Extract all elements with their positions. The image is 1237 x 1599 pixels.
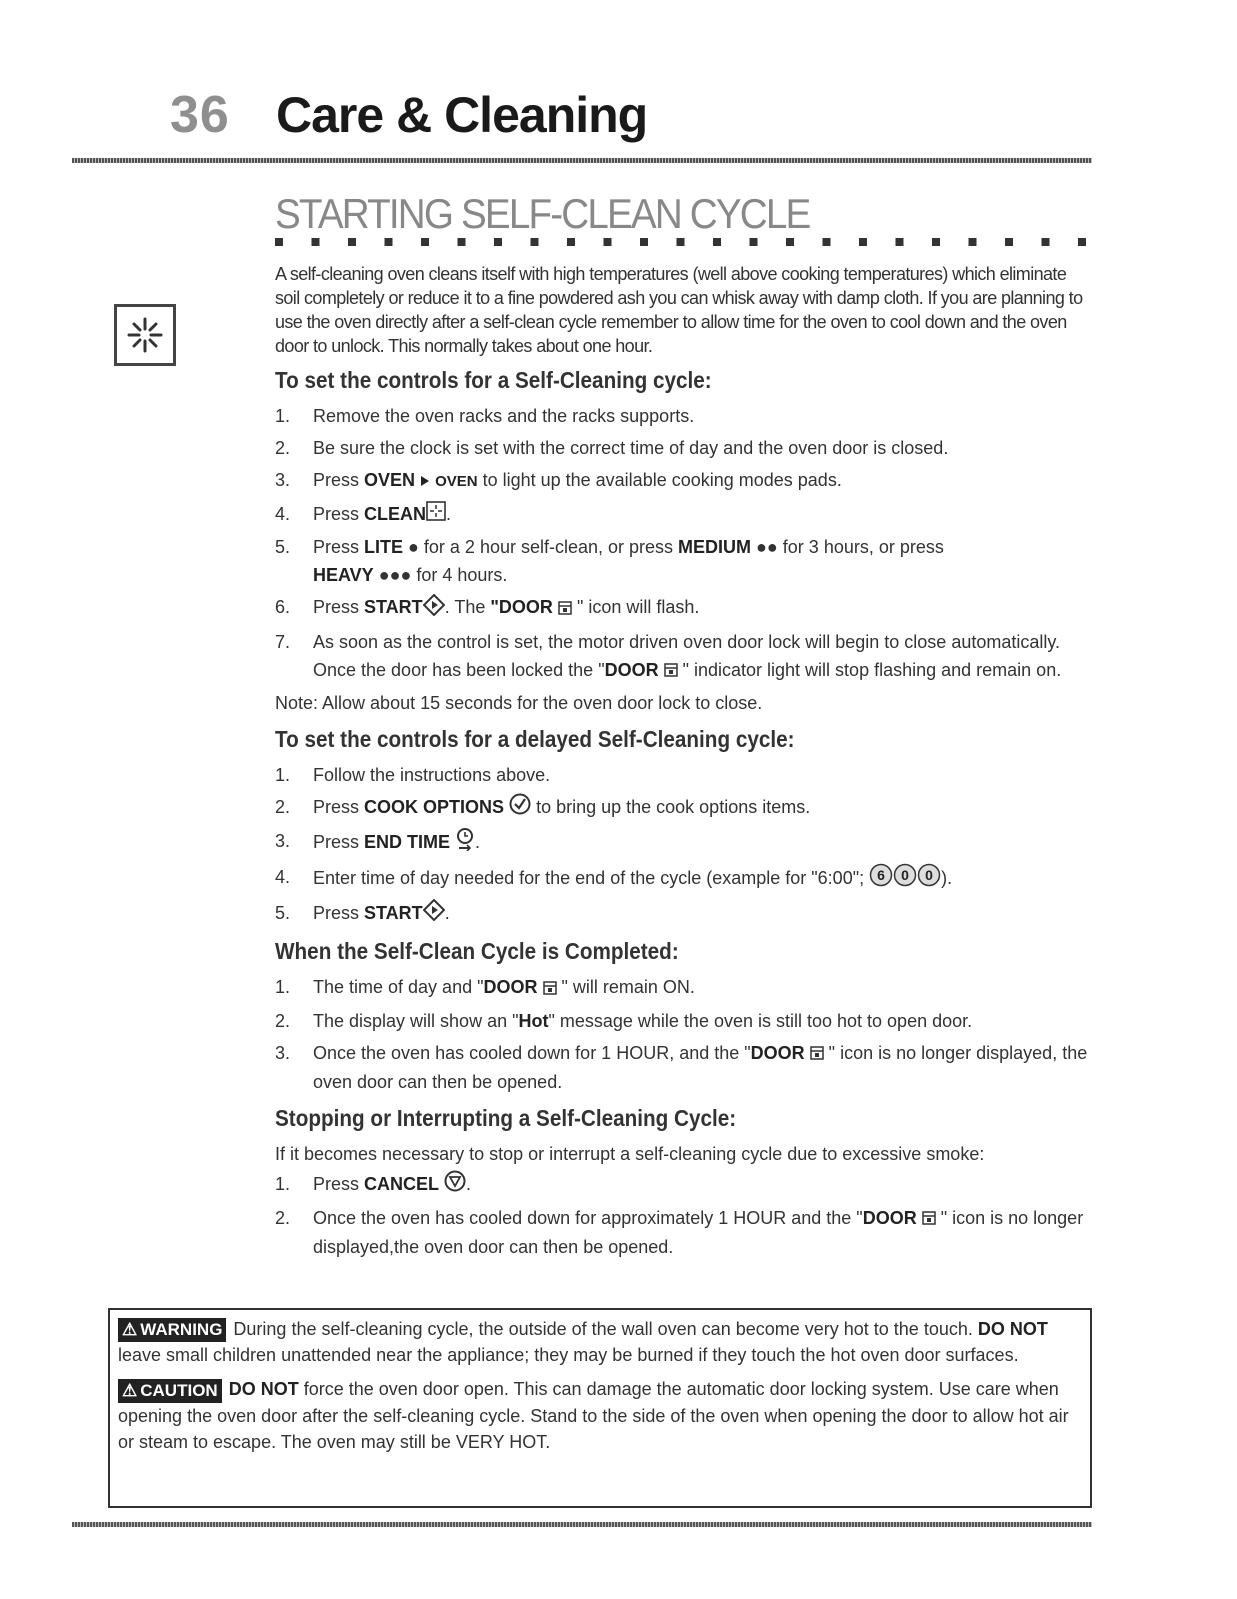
door-label: DOOR [483, 977, 538, 998]
warning-triangle-icon: ⚠ [122, 1320, 138, 1340]
self-clean-icon [114, 304, 176, 366]
end-time-key-label: END TIME [364, 831, 451, 852]
subheading-set-controls: To set the controls for a Self-Cleaning cycle: [275, 367, 712, 393]
svg-text:0: 0 [901, 867, 909, 883]
list-item: 6. Press START . The "DOOR " icon will flash. [275, 593, 1095, 623]
start-key-label: START [364, 903, 423, 923]
warning-caution-box [108, 1308, 1092, 1508]
subheading-stopping: Stopping or Interrupting a Self-Cleaning Cycle: [275, 1104, 737, 1131]
heavy-key-label: HEAVY [313, 565, 374, 586]
door-lock-icon [922, 1205, 936, 1233]
door-lock-icon [664, 657, 678, 685]
subheading-delayed: To set the controls for a delayed Self-Cleaning cycle: [275, 725, 795, 752]
door-lock-icon [810, 1040, 824, 1068]
header-rule [72, 158, 1092, 163]
list-item: 3. Press OVEN OVEN to light up the available cooking modes pads. [275, 466, 1095, 496]
door-label: DOOR [862, 1208, 917, 1228]
three-dots-icon: ●●● [378, 565, 412, 586]
list-item: 2. Once the oven has cooled down for approximately 1 HOUR and the "DOOR " icon is no longer displayed,the oven door can then be opened. [275, 1204, 1095, 1261]
list-item: 1. Remove the oven racks and the racks supports. [275, 406, 695, 426]
page-title: Care & Cleaning [276, 87, 648, 143]
section-title: STARTING SELF-CLEAN CYCLE [275, 190, 810, 237]
list-item: 1. Press CANCEL . [275, 1170, 1095, 1200]
do-not-label: DO NOT [228, 1379, 299, 1400]
stopping-intro: If it becomes necessary to stop or interrupt a self-cleaning cycle due to excessive smoke: [275, 1143, 985, 1164]
set-controls-list [275, 402, 1095, 685]
hot-message-label: Hot [518, 1010, 549, 1031]
page-header [170, 85, 647, 155]
list-item: 2. The display will show an "Hot" message while the oven is still too hot to open door. [275, 1010, 973, 1031]
list-item: 7. As soon as the control is set, the motor driven oven door lock will begin to close automatically. Once the door has been locked the "DOOR " indicator light will stop flashing and remain on. [275, 628, 1095, 685]
door-label: DOOR [750, 1042, 805, 1063]
door-lock-icon [558, 595, 572, 623]
list-item: 2. Be sure the clock is set with the correct time of day and the oven door is closed. [275, 438, 949, 458]
subheading-completed: When the Self-Clean Cycle is Completed: [275, 938, 679, 965]
caution-triangle-icon: ⚠ [122, 1380, 138, 1400]
list-item: 4. Enter time of day needed for the end of the cycle (example for "6:00"; 6 0 0 ). [275, 863, 1095, 895]
digit-0-key-icon [917, 863, 941, 895]
do-not-label: DO NOT [977, 1319, 1048, 1339]
clean-icon [426, 501, 446, 529]
completed-list [275, 973, 1095, 1096]
warning-badge: ⚠ WARNING [118, 1318, 226, 1342]
oven-key-label: OVEN [364, 470, 416, 490]
list-item: 1. Follow the instructions above. [275, 764, 551, 785]
main-content [275, 262, 1095, 1265]
stopping-list [275, 1170, 1095, 1262]
lite-key-label: LITE [364, 537, 404, 558]
clean-key-label: CLEAN [364, 504, 427, 524]
list-item: 3. Press END TIME . [275, 827, 1095, 859]
two-dots-icon: ●● [756, 537, 778, 558]
list-item: 5. Press START . [275, 899, 1095, 929]
warning-paragraph: ⚠ WARNING During the self-cleaning cycle, the outside of the wall oven can become very hot to the touch. DO NOT leave small children unattended near the appliance; they may be burned if they touch the hot oven door surfaces. [118, 1319, 1048, 1366]
start-key-label: START [364, 597, 423, 618]
play-arrow-icon [420, 467, 430, 495]
list-item: 4. Press CLEAN . [275, 500, 1095, 529]
page-number: 36 [170, 86, 230, 144]
footer-rule [72, 1522, 1092, 1527]
cook-options-icon [509, 793, 531, 823]
list-item: 1. The time of day and "DOOR " will remain ON. [275, 973, 1095, 1002]
end-time-icon [455, 827, 475, 859]
door-lock-icon [543, 975, 557, 1003]
digit-0-key-icon [893, 863, 917, 895]
list-item: 2. Press COOK OPTIONS to bring up the cook options items. [275, 793, 1095, 823]
svg-text:6: 6 [877, 867, 885, 883]
caution-badge: ⚠ CAUTION [118, 1379, 222, 1403]
oven-key-label-small: OVEN [435, 473, 478, 490]
cancel-icon [444, 1170, 466, 1200]
list-item: 5. Press LITE ● for a 2 hour self-clean, or press MEDIUM ●● for 3 hours, or press HEAVY ●●● for 4 hours. [275, 537, 944, 586]
svg-text:0: 0 [925, 867, 933, 883]
start-icon [423, 899, 445, 929]
section-dot-divider [275, 238, 1097, 246]
list-item: 3. Once the oven has cooled down for 1 HOUR, and the "DOOR " icon is no longer displayed, the oven door can then be opened. [275, 1039, 1095, 1096]
start-icon [423, 594, 445, 624]
door-label: DOOR [604, 659, 659, 680]
door-label: "DOOR [490, 597, 553, 618]
cancel-key-label: CANCEL [364, 1173, 440, 1194]
caution-paragraph: ⚠ CAUTION DO NOT force the oven door open. This can damage the automatic door locking system. Use care when opening the oven door after the self-cleaning cycle. Stand to the side of the oven when opening the door to allow hot air or steam to escape. The oven may still be VERY HOT. [118, 1379, 1069, 1452]
cook-options-key-label: COOK OPTIONS [364, 796, 505, 817]
note-text: Note: Allow about 15 seconds for the oven door lock to close. [275, 692, 763, 713]
digit-6-key-icon [869, 863, 893, 895]
one-dot-icon: ● [408, 537, 419, 558]
intro-paragraph: A self-cleaning oven cleans itself with high temperatures (well above cooking temperatures) which eliminate soil completely or reduce it to a fine powdered ash you can whisk away with damp cloth. If you are planning to use the oven directly after a self-clean cycle remember to allow time for the oven to cool down and the oven door to unlock. This normally takes about one hour. [275, 264, 1083, 356]
medium-key-label: MEDIUM [678, 537, 752, 558]
delayed-list [275, 761, 1095, 930]
